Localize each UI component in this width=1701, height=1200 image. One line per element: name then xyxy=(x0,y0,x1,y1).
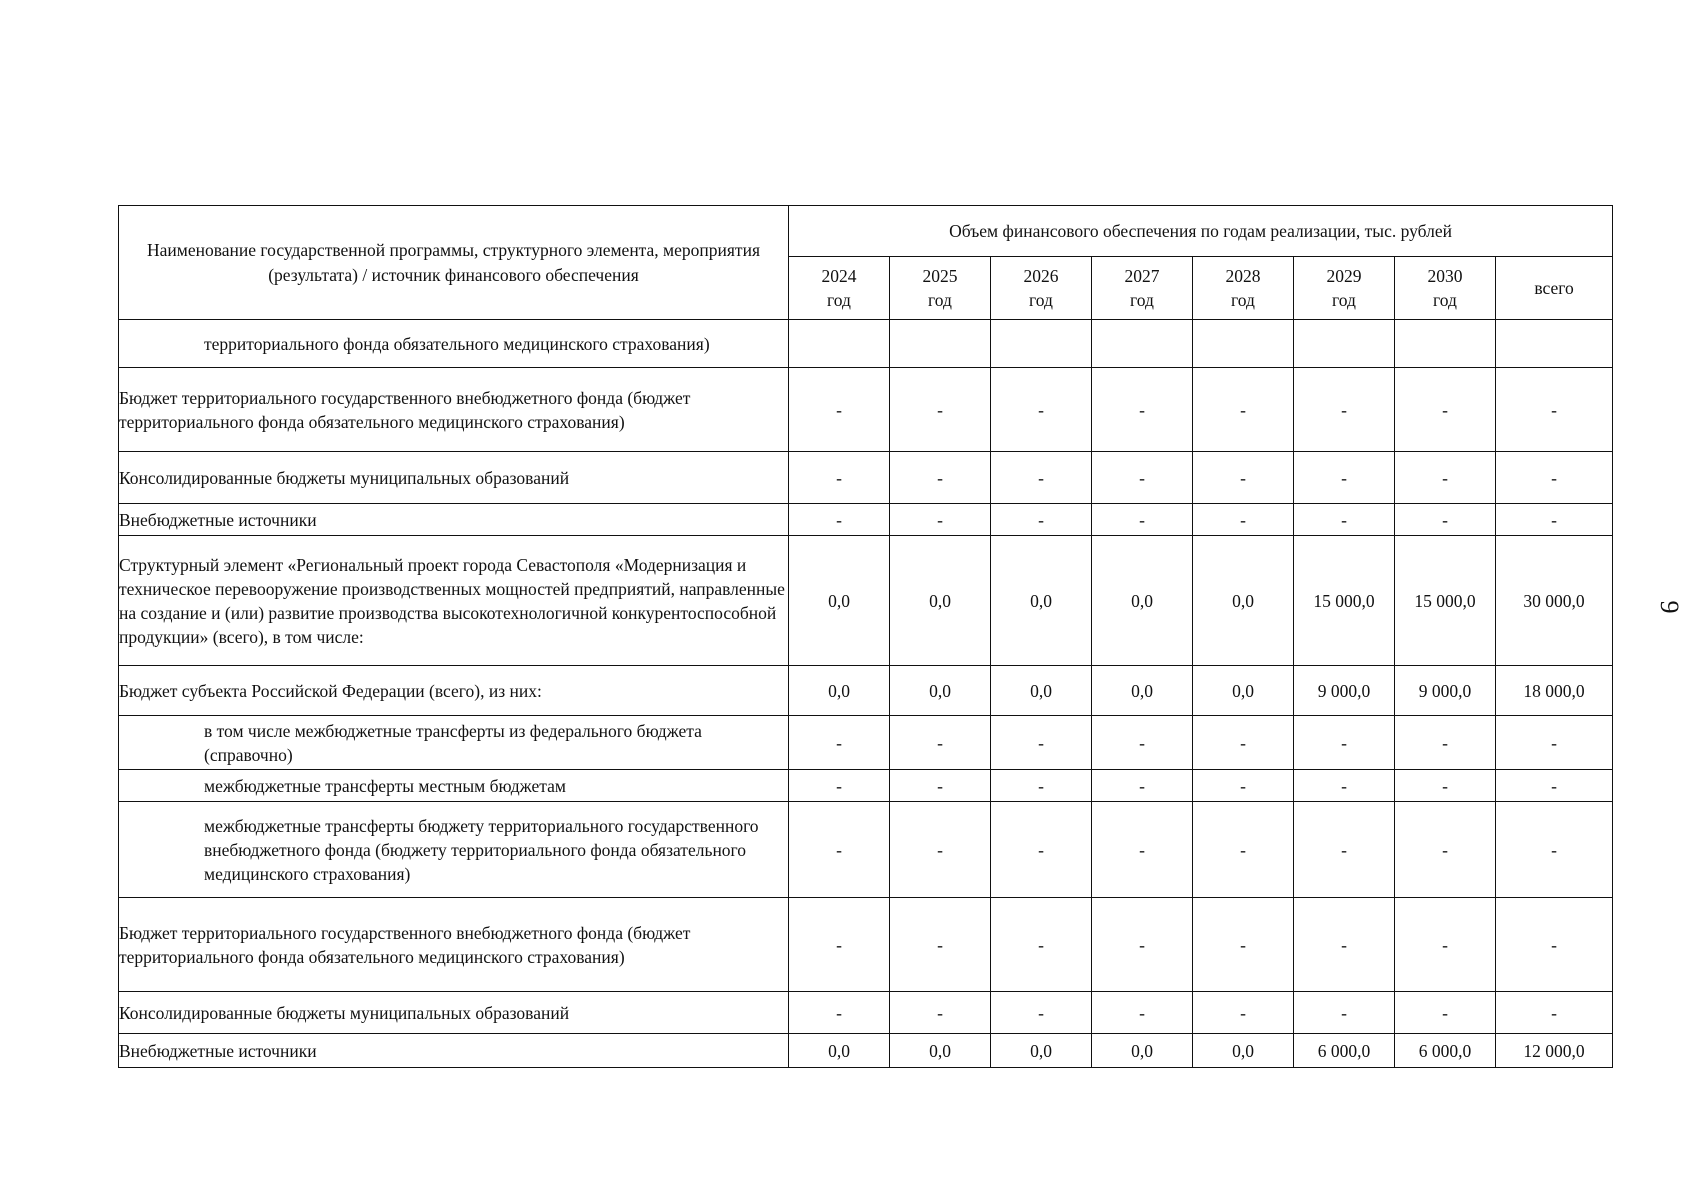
total-value-cell: - xyxy=(1496,898,1613,992)
year-value-cell: 0,0 xyxy=(991,536,1092,666)
year-value-cell: - xyxy=(1092,368,1193,452)
year-value-cell: 0,0 xyxy=(1193,1034,1294,1068)
year-value-cell: - xyxy=(1294,992,1395,1034)
year-value-cell xyxy=(1395,320,1496,368)
row-name-cell: Внебюджетные источники xyxy=(119,504,789,536)
year-value-cell: - xyxy=(991,368,1092,452)
table-body xyxy=(119,320,1613,1068)
row-name-cell: Внебюджетные источники xyxy=(119,1034,789,1068)
table-row xyxy=(119,368,1613,452)
year-value-cell: - xyxy=(991,802,1092,898)
year-header: 2030 год xyxy=(1395,257,1496,320)
total-column-header: всего xyxy=(1496,257,1613,320)
table-header xyxy=(119,206,1613,320)
table-row xyxy=(119,452,1613,504)
year-value-cell: - xyxy=(1092,504,1193,536)
year-header: 2026 год xyxy=(991,257,1092,320)
year-value-cell: - xyxy=(1294,716,1395,770)
year-value-cell: - xyxy=(890,452,991,504)
year-value-cell: - xyxy=(890,716,991,770)
year-value-cell: - xyxy=(890,368,991,452)
row-name-cell: Бюджет субъекта Российской Федерации (всего), из них: xyxy=(119,666,789,716)
year-value-cell: 0,0 xyxy=(789,1034,890,1068)
total-value-cell: 12 000,0 xyxy=(1496,1034,1613,1068)
table-row xyxy=(119,320,1613,368)
year-value-cell: - xyxy=(991,716,1092,770)
year-value-cell: - xyxy=(1395,770,1496,802)
year-value-cell: - xyxy=(1395,368,1496,452)
year-value-cell xyxy=(890,320,991,368)
year-value-cell: - xyxy=(1395,898,1496,992)
year-value-cell: - xyxy=(1193,992,1294,1034)
table-row xyxy=(119,770,1613,802)
year-value-cell: 0,0 xyxy=(991,666,1092,716)
total-value-cell: - xyxy=(1496,802,1613,898)
financing-group-header: Объем финансового обеспечения по годам реализации, тыс. рублей xyxy=(789,206,1613,257)
total-value-cell: 18 000,0 xyxy=(1496,666,1613,716)
year-value-cell: - xyxy=(789,898,890,992)
total-value-cell xyxy=(1496,320,1613,368)
year-value-cell: - xyxy=(991,770,1092,802)
year-value-cell: - xyxy=(1092,770,1193,802)
year-value-cell: - xyxy=(1193,504,1294,536)
year-value-cell: - xyxy=(1092,992,1193,1034)
year-value-cell: 9 000,0 xyxy=(1395,666,1496,716)
year-value-cell: - xyxy=(1193,368,1294,452)
year-value-cell: 0,0 xyxy=(789,536,890,666)
year-value-cell: - xyxy=(1395,992,1496,1034)
table-row xyxy=(119,666,1613,716)
row-name-cell: в том числе межбюджетные трансферты из федерального бюджета (справочно) xyxy=(119,716,789,770)
table-row xyxy=(119,1034,1613,1068)
year-value-cell: - xyxy=(890,992,991,1034)
table-row xyxy=(119,992,1613,1034)
total-value-cell: - xyxy=(1496,770,1613,802)
total-value-cell: - xyxy=(1496,368,1613,452)
year-value-cell: - xyxy=(1092,716,1193,770)
year-value-cell: - xyxy=(1092,452,1193,504)
year-value-cell: - xyxy=(1395,504,1496,536)
row-name-cell: Бюджет территориального государственного внебюджетного фонда (бюджет территориального фонда обязательного медицинского страхования) xyxy=(119,898,789,992)
year-value-cell: - xyxy=(1294,504,1395,536)
total-value-cell: - xyxy=(1496,716,1613,770)
year-value-cell: - xyxy=(991,898,1092,992)
financing-table xyxy=(118,205,1613,1068)
table-row xyxy=(119,802,1613,898)
year-value-cell: - xyxy=(1294,802,1395,898)
year-value-cell: 0,0 xyxy=(1193,536,1294,666)
year-value-cell: - xyxy=(890,898,991,992)
year-value-cell: - xyxy=(890,770,991,802)
year-value-cell: - xyxy=(1193,802,1294,898)
year-value-cell: - xyxy=(1092,898,1193,992)
year-value-cell: - xyxy=(789,802,890,898)
year-value-cell: - xyxy=(890,504,991,536)
year-value-cell: 0,0 xyxy=(1092,666,1193,716)
total-value-cell: - xyxy=(1496,452,1613,504)
year-value-cell: - xyxy=(1193,898,1294,992)
total-value-cell: - xyxy=(1496,992,1613,1034)
year-value-cell: - xyxy=(1193,770,1294,802)
year-value-cell: - xyxy=(789,716,890,770)
year-value-cell: - xyxy=(789,504,890,536)
row-name-cell: Консолидированные бюджеты муниципальных образований xyxy=(119,452,789,504)
year-value-cell: - xyxy=(789,770,890,802)
year-value-cell: 0,0 xyxy=(1193,666,1294,716)
year-value-cell xyxy=(991,320,1092,368)
year-value-cell: - xyxy=(1193,452,1294,504)
year-value-cell: 9 000,0 xyxy=(1294,666,1395,716)
year-header: 2028 год xyxy=(1193,257,1294,320)
year-value-cell: - xyxy=(991,452,1092,504)
table-row xyxy=(119,536,1613,666)
year-value-cell: - xyxy=(789,368,890,452)
year-value-cell: - xyxy=(789,452,890,504)
page-number: 9 xyxy=(1655,600,1684,614)
year-value-cell: 0,0 xyxy=(789,666,890,716)
year-value-cell: 0,0 xyxy=(991,1034,1092,1068)
table-row xyxy=(119,716,1613,770)
year-value-cell: 0,0 xyxy=(890,666,991,716)
row-name-cell: Бюджет территориального государственного внебюджетного фонда (бюджет территориального фонда обязательного медицинского страхования) xyxy=(119,368,789,452)
table-row xyxy=(119,898,1613,992)
year-value-cell: - xyxy=(1092,802,1193,898)
year-value-cell: - xyxy=(1395,716,1496,770)
year-value-cell: 0,0 xyxy=(1092,536,1193,666)
year-value-cell: 15 000,0 xyxy=(1395,536,1496,666)
row-name-cell: Структурный элемент «Региональный проект города Севастополя «Модернизация и техническое перевооружение производственных мощностей предприятий, направленные на создание и (или) развитие производства высокотехнологичной конкурентоспособной продукции» (всего), в том числе: xyxy=(119,536,789,666)
year-value-cell: 0,0 xyxy=(1092,1034,1193,1068)
year-value-cell: - xyxy=(1193,716,1294,770)
year-value-cell: 0,0 xyxy=(890,1034,991,1068)
year-value-cell: - xyxy=(1395,802,1496,898)
row-name-cell: межбюджетные трансферты бюджету территориального государственного внебюджетного фонда (бюджету территориального фонда обязательного медицинского страхования) xyxy=(119,802,789,898)
year-value-cell: - xyxy=(1294,770,1395,802)
year-header: 2024 год xyxy=(789,257,890,320)
row-name-cell: Консолидированные бюджеты муниципальных образований xyxy=(119,992,789,1034)
year-value-cell xyxy=(789,320,890,368)
year-value-cell: - xyxy=(1395,452,1496,504)
year-value-cell: 0,0 xyxy=(890,536,991,666)
year-header: 2029 год xyxy=(1294,257,1395,320)
year-value-cell: 15 000,0 xyxy=(1294,536,1395,666)
year-value-cell xyxy=(1193,320,1294,368)
year-value-cell: - xyxy=(1294,368,1395,452)
year-value-cell xyxy=(1294,320,1395,368)
row-name-cell: межбюджетные трансферты местным бюджетам xyxy=(119,770,789,802)
total-value-cell: 30 000,0 xyxy=(1496,536,1613,666)
table-row xyxy=(119,504,1613,536)
total-value-cell: - xyxy=(1496,504,1613,536)
name-column-header: Наименование государственной программы, структурного элемента, мероприятия (результата) / источник финансового обеспечения xyxy=(119,206,789,320)
year-value-cell: - xyxy=(890,802,991,898)
year-header: 2027 год xyxy=(1092,257,1193,320)
year-value-cell: 6 000,0 xyxy=(1395,1034,1496,1068)
year-value-cell: - xyxy=(991,504,1092,536)
header-row-group xyxy=(119,206,1613,257)
year-value-cell: - xyxy=(789,992,890,1034)
year-value-cell xyxy=(1092,320,1193,368)
year-value-cell: 6 000,0 xyxy=(1294,1034,1395,1068)
year-header: 2025 год xyxy=(890,257,991,320)
row-name-cell: территориального фонда обязательного медицинского страхования) xyxy=(119,320,789,368)
year-value-cell: - xyxy=(991,992,1092,1034)
year-value-cell: - xyxy=(1294,898,1395,992)
year-value-cell: - xyxy=(1294,452,1395,504)
